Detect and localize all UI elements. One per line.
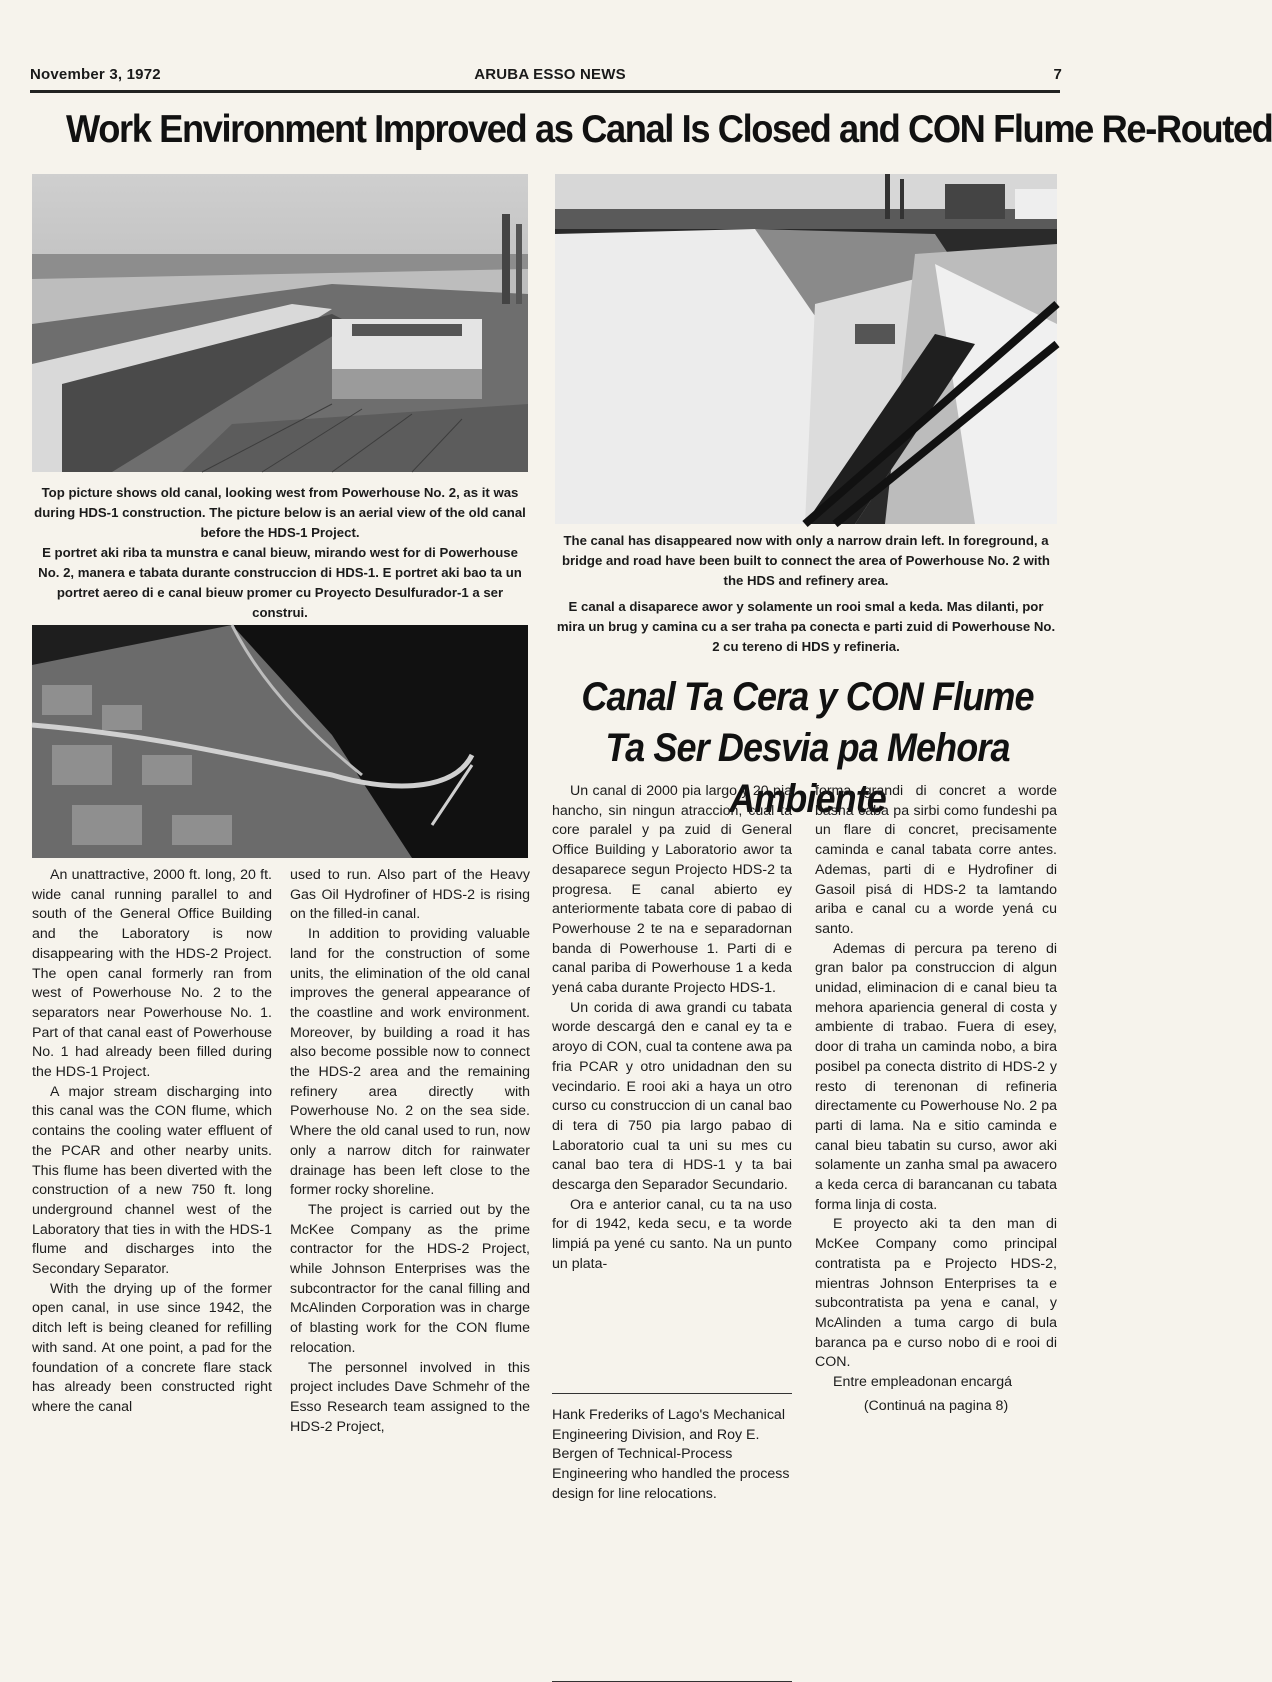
caption-right-english: The canal has disappeared now with only a narrow drain left. In foreground, a bridge and road have been built to connect the area of Powerhouse No. 2 with the HDS and refinery area. [561,533,1050,588]
papiamento-paragraph: Un corida di awa grandi cu tabata worde descargá den e canal ey ta e aroyo di CON, cual ta contene awa pa fria PCAR y otro unidadnan den su vecindario. E rooi aki a haya un otro curso cu construccion di un canal bao di tera di 750 pia largo pabao di Laboratorio cual ta uni su mes cu canal bao tera di HDS-1 y ta bai descarga den Separador Secundario. [552,999,792,1194]
papiamento-column-1 [552,782,792,1275]
papiamento-column-2 [815,782,1057,1417]
papiamento-paragraph: Ora e anterior canal, cu ta na uso for di 1942, keda secu, e ta worde limpiá pa yené cu santo. Na un punto un plata- [552,1196,792,1272]
page-number: 7 [1053,66,1062,83]
continued-notice: (Continuá na pagina 8) [863,1397,1009,1414]
photo-credit-note: Hank Frederiks of Lago's Mechanical Engineering Division, and Roy E. Bergen of Technical-Process Engineering who handled the process design for line relocations. [552,1393,792,1505]
papiamento-paragraph: Entre empleadonan encargá [833,1374,1013,1391]
photo-filled-canal [555,174,1057,524]
caption-left-english: Top picture shows old canal, looking west from Powerhouse No. 2, as it was during HDS-1 construction. The picture below is an aerial view of the old canal before the HDS-1 Project. [34,485,526,540]
header-rule [30,90,1060,93]
caption-right-papiamento: E canal a disaparece awor y solamente un rooi smal a keda. Mas dilanti, por mira un brug y camina cu a ser traha pa conecta e parti zuid di Powerhouse No. 2 cu tereno di HDS y refineria. [556,599,1056,654]
caption-right [555,531,1057,657]
english-paragraph: The personnel involved in this project includes Dave Schmehr of the Esso Research team assigned to the HDS-2 Project, [290,1359,530,1435]
caption-left-papiamento: E portret aki riba ta munstra e canal bieuw, mirando west for di Powerhouse No. 2, manera e tabata durante construccion di HDS-1. E portret aki bao ta un portret aereo di e canal bieuw promer cu Proyecto Desulfurador-1 a ser construi. [38,545,522,620]
photo-note [552,1393,792,1505]
english-paragraph: With the drying up of the former open canal, in use since 1942, the ditch left is being cleaned for refilling with sand. At one point, a pad for the foundation of a concrete flare stack has already been constructed right where the canal [32,1280,272,1415]
english-paragraph: In addition to providing valuable land for the construction of some units, the elimination of the old canal improves the general appearance of the coastline and work environment. Moreover, by building a road it has also become possible now to connect the HDS-2 area and the remaining refinery area directly with Powerhouse No. 2 on the sea side. Where the old canal used to run, now only a narrow ditch for rainwater drainage has been left close to the former rocky shoreline. [290,926,530,1199]
english-column-2 [290,866,530,1437]
main-headline: Work Environment Improved as Canal Is Closed and CON Flume Re-Routed [66,108,1272,151]
english-paragraph: used to run. Also part of the Heavy Gas Oil Hydrofiner of HDS-2 is rising on the filled-in canal. [290,867,530,923]
papiamento-paragraph: E proyecto aki ta den man di McKee Company como principal contratista pa e Projecto HDS-2, mientras Johnson Enterprises ta e subcontratista pa yena e canal, y McAlinden a tuma cargo di bula baranca pa e curso nobo di e rooi di CON. [815,1216,1057,1371]
papiamento-paragraph: Ademas di percura pa tereno di gran balor pa construccion di algun unidad, eliminacion di e canal bieu ta mehora apariencia general di costa y ambiente di trabao. Fuera di esey, door di traha un caminda nobo, a bira posibel pa conecta distrito di HDS-2 y resto di terenonan di refineria directamente cu Powerhouse No. 2 pa parti di lama. Na e sitio caminda e canal bieu tabatin su curso, awor aki solamente un zanha smal pa awacero a keda cerca di barancanan cu tabata forma linja di costa. [815,940,1057,1213]
papiamento-paragraph: forma grandi di concret a worde bashá caba pa sirbi como fundeshi pa un flare di concret, precisamente caminda e canal tabata corre antes. Ademas, parti di e Hydrofiner di Gasoil pisá di HDS-2 ta lamtando ariba e canal cu a worde yená cu santo. [815,783,1057,937]
english-paragraph: The project is carried out by the McKee Company as the prime contractor for the HDS-2 Project, while Johnson Enterprises was the subcontractor for the canal filling and McAlinden Corporation was in charge of blasting work for the CON flume relocation. [290,1201,530,1356]
photo-old-canal [32,174,528,472]
papiamento-headline: Canal Ta Cera y CON Flume Ta Ser Desvia pa Mehora Ambiente [581,675,1034,821]
publication-name: ARUBA ESSO NEWS [474,66,626,83]
papiamento-paragraph: Un canal di 2000 pia largo y 20 pia hancho, sin ningun atraccion, cual ta core paralel y pa zuid di General Office Building y Laboratorio awor ta desaparece segun Projecto HDS-2 ta progresa. E canal abierto ey anteriormente tabata core di pabao di Powerhouse 2 te na e separadornan banda di Powerhouse 1. Parti di e canal pariba di Powerhouse 1 a keda yená caba durante Projecto HDS-1. [552,783,792,997]
caption-left [32,483,528,623]
photo-aerial-canal [32,625,528,858]
english-paragraph: An unattractive, 2000 ft. long, 20 ft. wide canal running parallel to and south of the General Office Building and the Laboratory is now disappearing with the HDS-2 Project. The open canal formerly ran from west of Powerhouse No. 2 to the separators near Powerhouse No. 1. Part of that canal east of Powerhouse No. 1 had already been filled during the HDS-1 Project. [32,867,272,1081]
english-paragraph: A major stream discharging into this canal was the CON flume, which contains the cooling water effluent of the PCAR and other nearby units. This flume has been diverted with the construction of a new 750 ft. long underground channel west of the Laboratory that ties in with the HDS-1 flume and discharges into the Secondary Separator. [32,1083,272,1278]
issue-date: November 3, 1972 [30,66,161,83]
english-column-1 [32,866,272,1418]
